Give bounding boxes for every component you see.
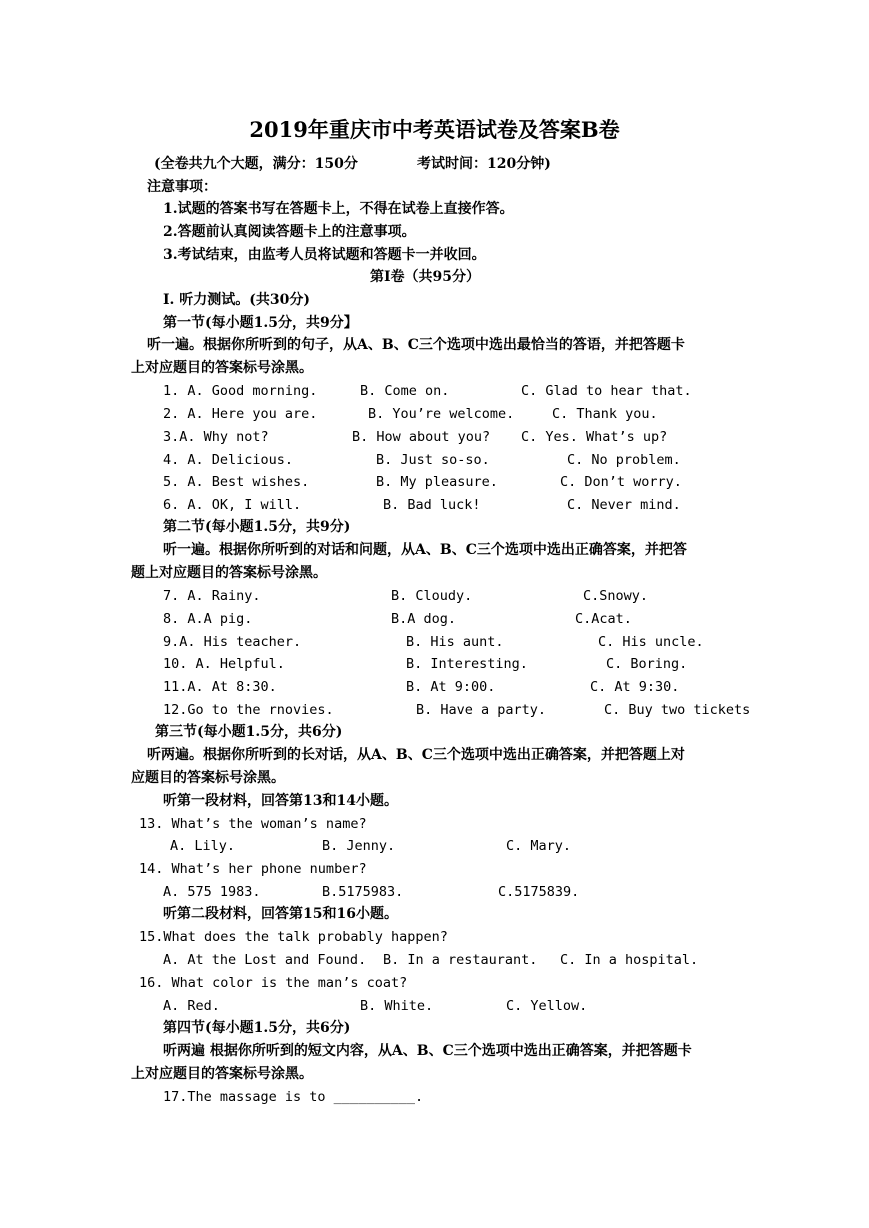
question-option: C. His uncle.: [598, 634, 704, 650]
question-option: 10. A. Helpful.: [163, 656, 285, 672]
question-option: 11.A. At 8:30.: [163, 679, 277, 695]
question-option: A. Red.: [163, 998, 220, 1014]
question-option: B. How about you?: [352, 429, 491, 445]
question-option: 1. A. Good morning.: [163, 383, 318, 399]
question-option: C. No problem.: [567, 452, 681, 468]
question-option: A. 575 1983.: [163, 884, 261, 900]
section-instruction: 题上对应题目的答案标号涂黑。: [131, 565, 327, 581]
part-heading: I. 听力测试。(共30分): [163, 292, 311, 308]
question-option: B. Cloudy.: [391, 588, 473, 604]
question-option: 6. A. OK, I will.: [163, 497, 302, 513]
question-option: 8. A.A pig.: [163, 611, 253, 627]
question-option: B. At 9:00.: [406, 679, 496, 695]
note-item: 3.考试结束，由监考人员将试题和答题卡一并收回。: [163, 247, 486, 263]
question-option: 5. A. Best wishes.: [163, 474, 310, 490]
question-option: C.5175839.: [498, 884, 580, 900]
question-text: 14. What’s her phone number?: [139, 861, 367, 877]
question-text: 13. What’s the woman’s name?: [139, 816, 367, 832]
question-option: C. Buy two tickets: [604, 702, 751, 718]
question-option: C. Yellow.: [506, 998, 588, 1014]
question-option: B. In a restaurant.: [383, 952, 538, 968]
notes-heading: 注意事项：: [147, 179, 217, 195]
question-option: C. Mary.: [506, 838, 572, 854]
question-option: C. Glad to hear that.: [521, 383, 692, 399]
question-option: A. At the Lost and Found.: [163, 952, 367, 968]
question-text: 16. What color is the man’s coat?: [139, 975, 408, 991]
section-instruction: 听一遍。根据你所听到的句子，从A、B、C三个选项中选出最恰当的答语，并把答题卡: [147, 337, 685, 353]
question-option: C. Never mind.: [567, 497, 681, 513]
section-instruction: 听两遍 根据你所听到的短文内容，从A、B、C三个选项中选出正确答案，并把答题卡: [163, 1043, 692, 1059]
question-option: B. Just so-so.: [376, 452, 490, 468]
section-instruction: 应题目的答案标号涂黑。: [131, 770, 285, 786]
section-instruction: 上对应题目的答案标号涂黑。: [131, 1066, 313, 1082]
exam-total-info: (全卷共九个大题，满分：150分: [154, 156, 358, 172]
question-option: A. Lily.: [170, 838, 236, 854]
question-option: B. White.: [360, 998, 434, 1014]
question-option: C. Boring.: [606, 656, 688, 672]
question-option: C. Yes. What’s up?: [521, 429, 668, 445]
section-heading: 第四节(每小题1.5分，共6分): [163, 1020, 351, 1036]
question-text: 17.The massage is to __________.: [163, 1089, 424, 1105]
section-heading: 第一节(每小题1.5分，共9分】: [163, 315, 358, 331]
question-option: B. Bad luck!: [383, 497, 481, 513]
question-option: B. Come on.: [360, 383, 450, 399]
section-heading: 第二节(每小题1.5分，共9分): [163, 519, 351, 535]
section-instruction: 听两遍。根据你所听到的长对话，从A、B、C三个选项中选出正确答案，并把答题上对: [147, 747, 685, 763]
question-option: B. His aunt.: [406, 634, 504, 650]
material-heading: 听第一段材料，回答第13和14小题。: [163, 793, 398, 809]
question-option: B. My pleasure.: [376, 474, 498, 490]
question-option: 7. A. Rainy.: [163, 588, 261, 604]
exam-time-info: 考试时间：120分钟): [417, 156, 551, 172]
question-option: B.5175983.: [322, 884, 404, 900]
question-option: B. Have a party.: [416, 702, 547, 718]
note-item: 1.试题的答案书写在答题卡上，不得在试卷上直接作答。: [163, 201, 514, 217]
note-item: 2.答题前认真阅读答题卡上的注意事项。: [163, 224, 416, 240]
question-option: B. Jenny.: [322, 838, 396, 854]
question-option: 2. A. Here you are.: [163, 406, 318, 422]
section-instruction: 听一遍。根据你所听到的对话和问题，从A、B、C三个选项中选出正确答案，并把答: [163, 542, 687, 558]
volume-heading: 第Ⅰ卷（共95分）: [370, 269, 481, 285]
question-option: 9.A. His teacher.: [163, 634, 302, 650]
section-heading: 第三节(每小题1.5分，共6分): [155, 724, 343, 740]
question-option: C.Acat.: [575, 611, 632, 627]
question-option: 4. A. Delicious.: [163, 452, 294, 468]
question-text: 15.What does the talk probably happen?: [139, 929, 448, 945]
page-title: 2019年重庆市中考英语试卷及答案B卷: [249, 117, 620, 142]
question-option: C. Thank you.: [552, 406, 658, 422]
section-instruction: 上对应题目的答案标号涂黑。: [131, 360, 313, 376]
question-option: C.Snowy.: [583, 588, 649, 604]
material-heading: 听第二段材料，回答第15和16小题。: [163, 906, 398, 922]
question-option: B. You’re welcome.: [368, 406, 515, 422]
question-option: 12.Go to the rnovies.: [163, 702, 334, 718]
question-option: C. Don’t worry.: [560, 474, 682, 490]
question-option: C. At 9:30.: [590, 679, 680, 695]
question-option: C. In a hospital.: [560, 952, 699, 968]
question-option: B.A dog.: [391, 611, 457, 627]
question-option: 3.A. Why not?: [163, 429, 269, 445]
question-option: B. Interesting.: [406, 656, 528, 672]
